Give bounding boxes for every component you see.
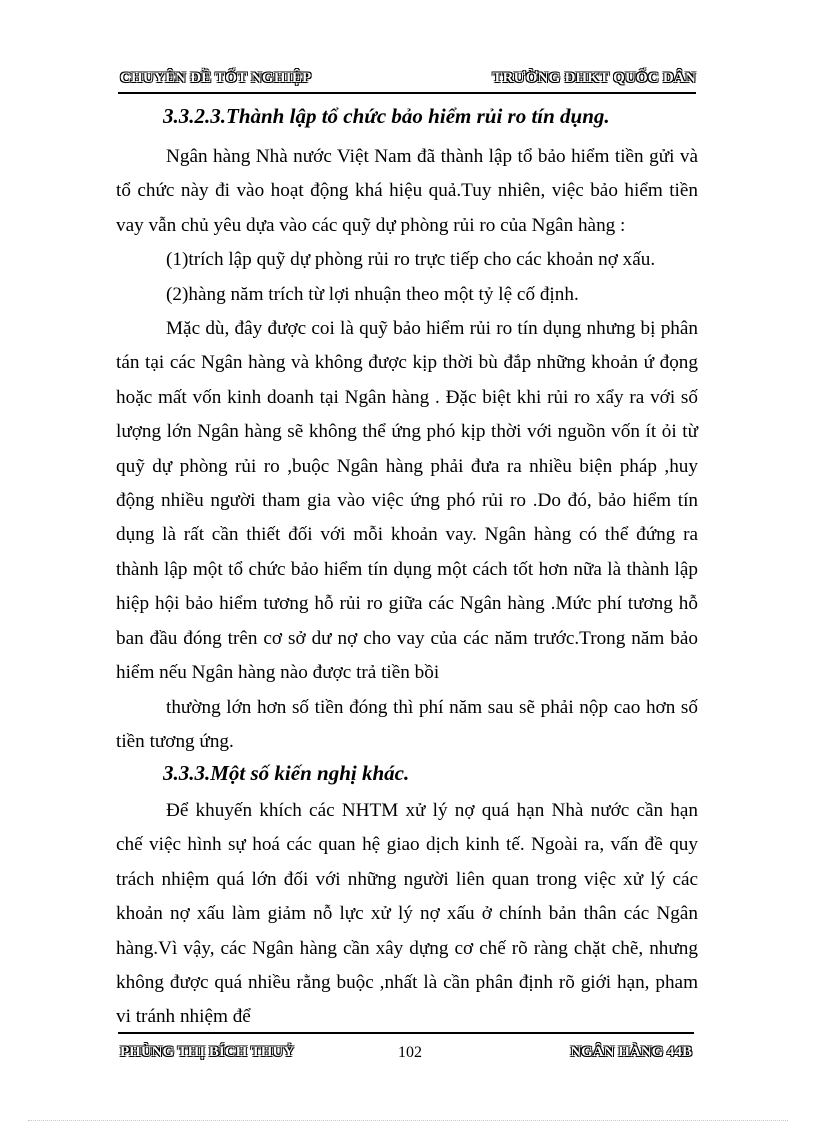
section-body-3-3-2-3 [116, 140, 698, 759]
header-right-text: TRƯỜNG ĐHKT QUỐC DÂN [492, 70, 696, 86]
footer-author: PHÙNG THỊ BÍCH THUỶ [120, 1044, 295, 1060]
footer-class: NGÂN HÀNG 44B [570, 1044, 692, 1060]
paragraph: Mặc dù, đây được coi là quỹ bảo hiểm rủi ro tín dụng nhưng bị phân tán tại các Ngân hàng và không được kịp thời bù đắp những khoản ứ đọng hoặc mất vốn kinh doanh tại Ngân hàng . Đặc biệt khi rủi ro xẩy ra với số lượng lớn Ngân hàng sẽ không thể ứng phó kịp thời với nguồn vốn ít ỏi từ quỹ dự phòng rủi ro ,buộc Ngân hàng phải đưa ra nhiều biện pháp ,huy động nhiều người tham gia vào việc ứng phó rủi ro .Do đó, bảo hiểm tín dụng là rất cần thiết đối với mỗi khoản vay. Ngân hàng có thể đứng ra thành lập một tổ chức bảo hiểm tín dụng một cách tốt hơn nữa là thành lập hiệp hội bảo hiểm tương hỗ rủi ro giữa các Ngân hàng .Mức phí tương hỗ ban đầu đóng trên cơ sở dư nợ cho vay của các năm trước.Trong năm bảo hiểm nếu Ngân hàng nào được trả tiền bồi [116, 318, 698, 684]
page-footer [118, 1032, 694, 1064]
paragraph: Ngân hàng Nhà nước Việt Nam đã thành lập tổ bảo hiểm tiền gửi và tổ chức này đi vào hoạt động khá hiệu quả.Tuy nhiên, việc bảo hiểm tiền vay vẫn chủ yêu dựa vào các quỹ dự phòng rủi ro của Ngân hàng : [116, 146, 698, 236]
page-edge-divider [28, 1120, 788, 1121]
paragraph: Để khuyến khích các NHTM xử lý nợ quá hạn Nhà nước cần hạn chế việc hình sự hoá các quan hệ giao dịch kinh tế. Ngoài ra, vấn đề quy trách nhiệm quá lớn đối với những người liên quan trong việc xử lý các khoản nợ xấu làm giảm nỗ lực xử lý nợ xấu ở chính bản thân các Ngân hàng.Vì vậy, các Ngân hàng cần xây dựng cơ chế rõ ràng chặt chẽ, nhưng không được quá nhiều rằng buộc ,nhất là cần phân định rõ giới hạn, pham vi tránh nhiệm để [116, 800, 698, 1028]
page-number: 102 [398, 1044, 422, 1061]
section-heading-3-3-2-3: 3.3.2.3.Thành lập tổ chức bảo hiểm rủi ro tín dụng. [163, 104, 610, 128]
paragraph: thường lớn hơn số tiền đóng thì phí năm sau sẽ phải nộp cao hơn số tiền tương ứng. [116, 696, 698, 752]
paragraph: (1)trích lập quỹ dự phòng rủi ro trực tiếp cho các khoản nợ xấu. [166, 249, 656, 271]
page-header [118, 70, 696, 94]
section-body-3-3-3 [116, 794, 698, 1035]
section-heading-3-3-3: 3.3.3.Một số kiến nghị khác. [163, 761, 410, 785]
header-left-text: CHUYÊN ĐỀ TỐT NGHIỆP [120, 70, 312, 86]
paragraph: (2)hàng năm trích từ lợi nhuận theo một tỷ lệ cố định. [166, 283, 579, 305]
